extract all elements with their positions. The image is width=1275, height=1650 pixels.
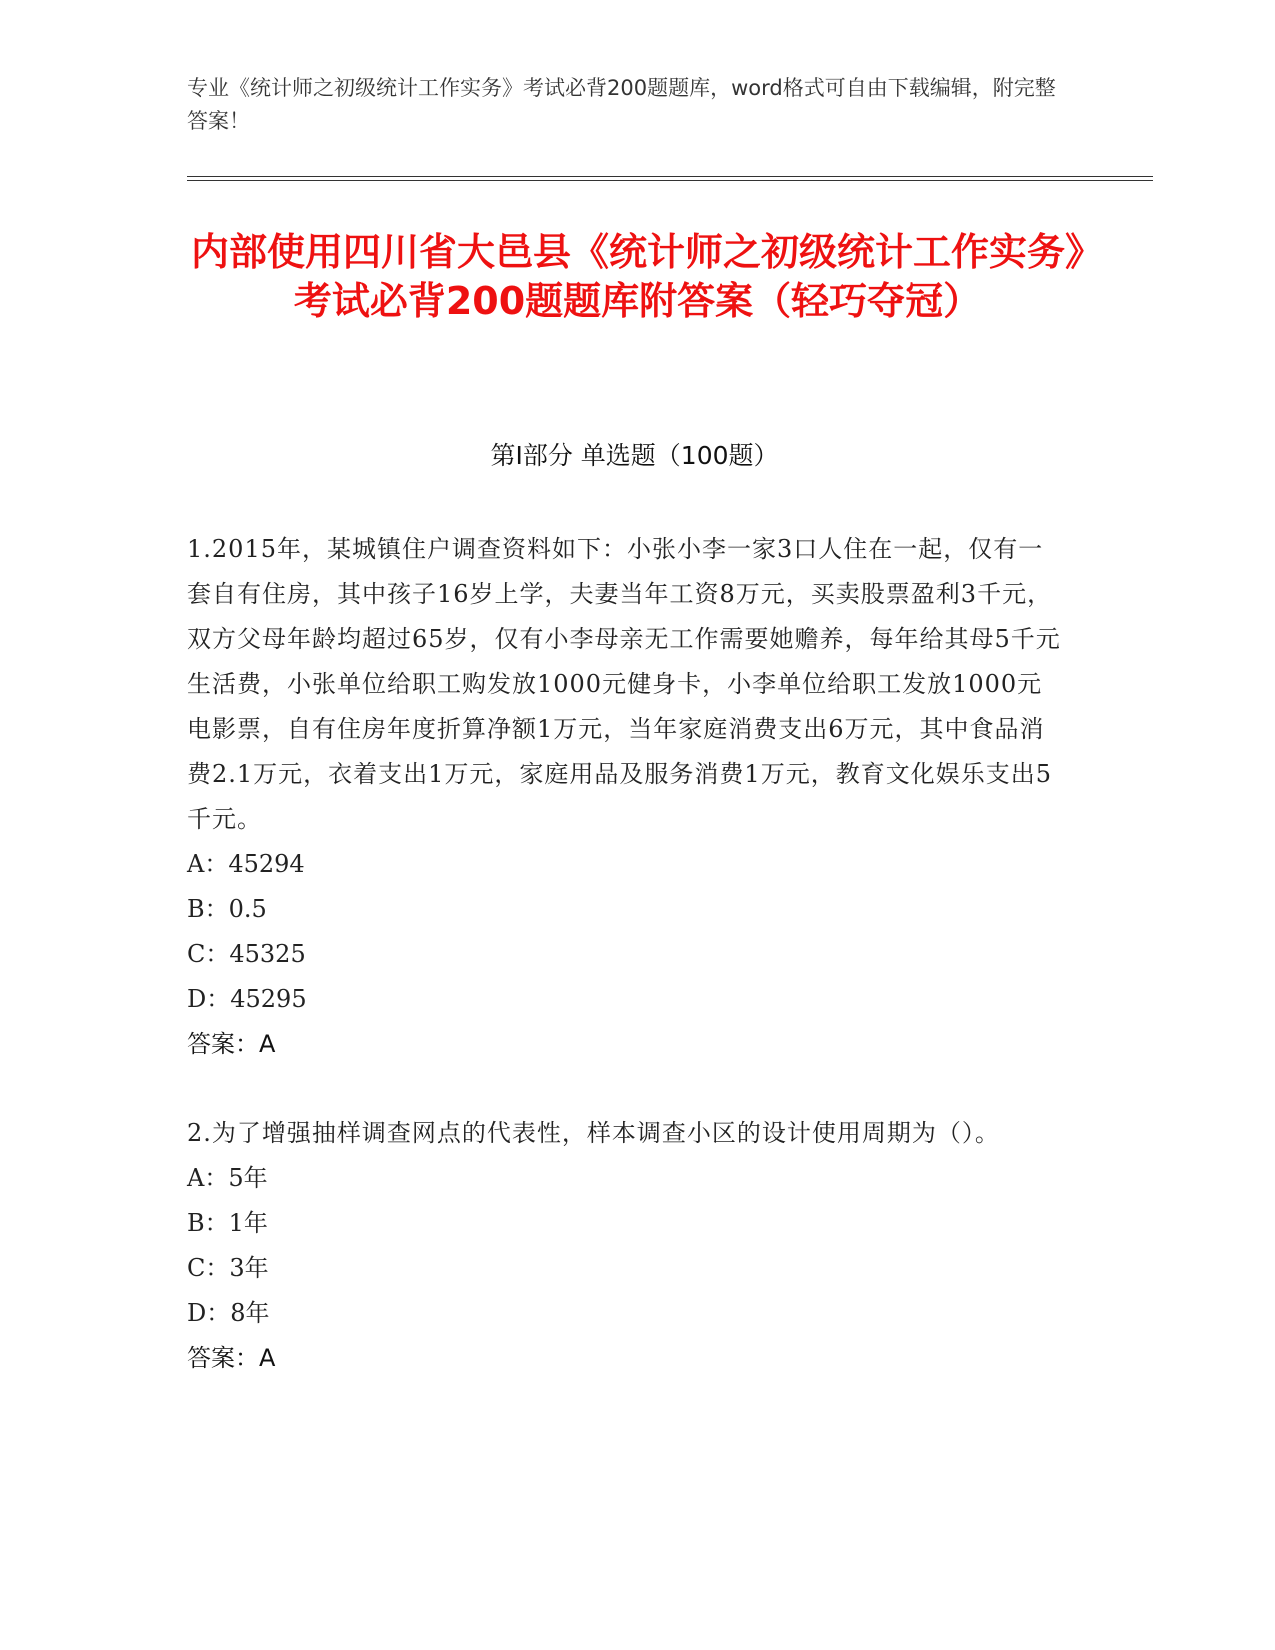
- answer-line: 答案：A: [187, 1030, 276, 1058]
- question-stem: 1.2015年，某城镇住户调查资料如下：小张小李一家3口人住在一起，仅有一套自有住房，其中孩子16岁上学，夫妻当年工资8万元，买卖股票盈利3千元，双方父母年龄均超过65岁，仅有小李母亲无工作需要她赡养，每年给其母5千元生活费，小张单位给职工购发放1000元健身卡，小李单位给职工发放1000元电影票，自有住房年度折算净额1万元，当年家庭消费支出6万元，其中食品消费2.1万元，衣着支出1万元，家庭用品及服务消费1万元，教育文化娱乐支出5千元。: [187, 535, 1061, 833]
- answer-line: 答案：A: [187, 1344, 276, 1372]
- option-b: B：1年: [187, 1209, 268, 1237]
- section-heading: 第Ⅰ部分 单选题（100题）: [490, 441, 779, 470]
- option-b: B：0.5: [187, 895, 267, 923]
- option-c: C：45325: [187, 940, 306, 968]
- question-item: [187, 527, 1067, 1067]
- option-a: A：45294: [187, 850, 305, 878]
- option-d: D：45295: [187, 985, 307, 1013]
- question-item: [187, 1111, 1067, 1381]
- question-stem: 2.为了增强抽样调查网点的代表性，样本调查小区的设计使用周期为（）。: [187, 1119, 1000, 1147]
- option-d: D：8年: [187, 1299, 270, 1327]
- header-divider: [187, 176, 1153, 181]
- document-title: 内部使用四川省大邑县《统计师之初级统计工作实务》考试必背200题题库附答案（轻巧夺冠）: [190, 230, 1084, 323]
- question-list: [187, 527, 1067, 1381]
- header-note: 专业《统计师之初级统计工作实务》考试必背200题题库，word格式可自由下载编辑，附完整答案！: [187, 76, 1056, 133]
- option-a: A：5年: [187, 1164, 268, 1192]
- option-c: C：3年: [187, 1254, 269, 1282]
